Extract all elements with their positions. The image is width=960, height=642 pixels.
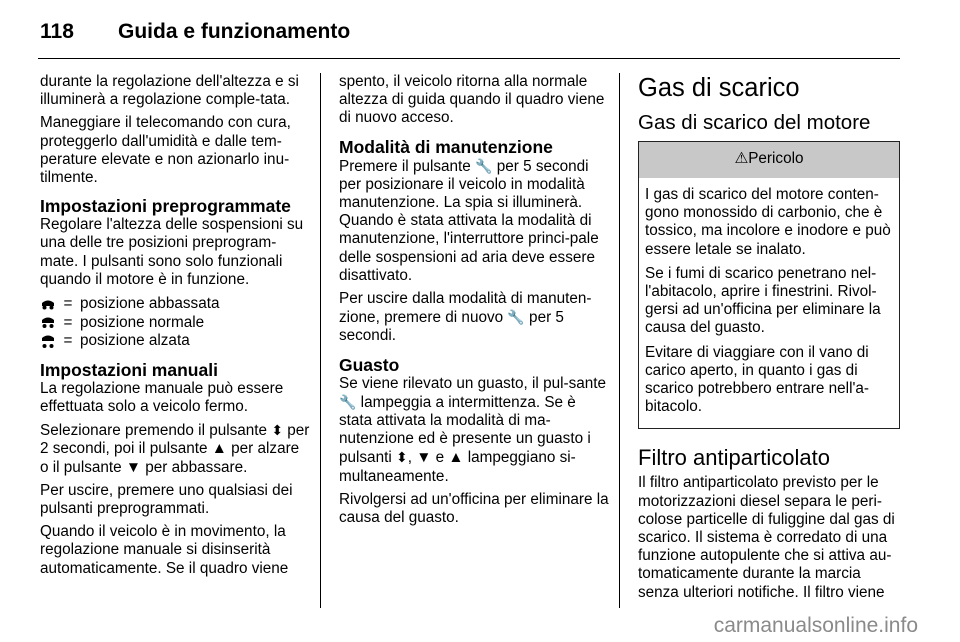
- paragraph: La regolazione manuale può essere effettuata solo a veicolo fermo.: [40, 379, 284, 416]
- heading-exhaust-gas: Gas di scarico: [638, 74, 800, 102]
- paragraph: Per uscire dalla modalità di manuten-zione, premere di nuovo 🔧 per 5 secondi.: [339, 290, 592, 345]
- paragraph: Premere il pulsante 🔧 per 5 secondi per posizionare il veicolo in modalità manutenzione. La spia si illuminerà. Quando è stata attivata la modalità di manutenzione, l'interruttore princi-pale delle sospensioni ad aria deve essere disattivato.: [339, 157, 599, 284]
- legend-row-lowered: = posizione abbassata: [40, 295, 310, 314]
- paragraph: Regolare l'altezza delle sospensioni su una delle tre posizioni preprogram-mate. I pulsanti sono solo funzionali quando il motore è in funzione.: [40, 216, 304, 288]
- paragraph: Se viene rilevato un guasto, il pul-sante 🔧 lampeggia a intermittenza. Se è stata attivata la modalità di ma-nutenzione ed è presente un guasto i pulsanti ⬍, ▼ e ▲ lampeggiano si-multaneamente.: [339, 374, 607, 485]
- paragraph: Selezionare premendo il pulsante ⬍ per 2 secondi, poi il pulsante ▲ per alzare o il pulsante ▼ per abbassare.: [40, 422, 310, 476]
- paragraph: Se i fumi di scarico penetrano nel-l'abitacolo, aprire i finestrini. Rivol-gersi ad un'officina per eliminare la causa del guasto.: [645, 264, 881, 337]
- warning-body: [639, 178, 899, 428]
- legend-label: posizione abbassata: [80, 295, 220, 313]
- manual-mode-icon: ⬍: [395, 449, 408, 466]
- paragraph: I gas di scarico del motore conten-gono monossido di carbonio, che è tossico, ma incolore e inodore e può essere letale se inalato.: [645, 186, 891, 258]
- paragraph: spento, il veicolo ritorna alla normale altezza di guida quando il quadro viene di nuovo acceso.: [339, 73, 605, 127]
- column-2: [339, 73, 609, 532]
- heading-maintenance-mode: Modalità di manutenzione: [339, 136, 553, 157]
- legend-label: posizione normale: [80, 313, 205, 331]
- heading-preset-settings: Impostazioni preprogrammate: [40, 196, 291, 217]
- heading-engine-exhaust: Gas di scarico del motore: [638, 111, 871, 134]
- position-legend: [40, 295, 310, 351]
- car-raised-icon: [40, 335, 56, 349]
- heading-manual-settings: Impostazioni manuali: [40, 359, 218, 380]
- danger-warning-box: [638, 141, 900, 429]
- column-divider: [320, 73, 321, 608]
- wrench-icon: 🔧: [339, 393, 357, 410]
- paragraph: Quando il veicolo è in movimento, la regolazione manuale si disinserità automaticamente. Se il quadro viene: [40, 523, 289, 577]
- warning-title: Pericolo: [748, 150, 804, 167]
- car-lowered-icon: [40, 298, 56, 310]
- column-1: [40, 73, 310, 583]
- manual-mode-icon: ⬍: [271, 422, 284, 439]
- heading-fault: Guasto: [339, 354, 400, 375]
- wrench-icon: 🔧: [475, 157, 493, 174]
- paragraph: Maneggiare il telecomando con cura, proteggerlo dall'umidità e dalle tem-perature elevate e non azionarlo inu-tilmente.: [40, 114, 291, 187]
- header-rule: [38, 58, 900, 59]
- legend-row-raised: = posizione alzata: [40, 332, 310, 351]
- warning-header: [639, 142, 899, 178]
- car-normal-icon: [40, 316, 56, 329]
- column-3: [638, 73, 900, 607]
- page-number: 118: [40, 20, 74, 43]
- wrench-icon: 🔧: [507, 309, 525, 326]
- column-divider: [619, 73, 620, 608]
- page-section-title: Guida e funzionamento: [118, 20, 351, 43]
- watermark: carmanualsonline.info: [713, 614, 918, 637]
- paragraph: Rivolgersi ad un'officina per eliminare la causa del guasto.: [339, 490, 609, 527]
- paragraph: Il filtro antiparticolato previsto per le motorizzazioni diesel separa le peri-colose particelle di fuliggine dal gas di scarico. Il sistema è corredato di una funzione autopulente che si attiva au-tomaticamente durante la marcia senza ulteriori notifiche. Il filtro viene: [638, 474, 895, 601]
- legend-row-normal: = posizione normale: [40, 314, 310, 333]
- paragraph: Per uscire, premere uno qualsiasi dei pulsanti preprogrammati.: [40, 481, 293, 518]
- page-header: [40, 20, 350, 44]
- paragraph: durante la regolazione dell'altezza e si illuminerà a regolazione comple-tata.: [40, 73, 299, 109]
- warning-triangle-icon: ⚠: [734, 150, 749, 167]
- heading-particulate-filter: Filtro antiparticolato: [638, 445, 830, 471]
- paragraph: Evitare di viaggiare con il vano di carico aperto, in quanto i gas di scarico potrebbero entrare nell'a-bitacolo.: [645, 343, 869, 416]
- legend-label: posizione alzata: [80, 332, 190, 350]
